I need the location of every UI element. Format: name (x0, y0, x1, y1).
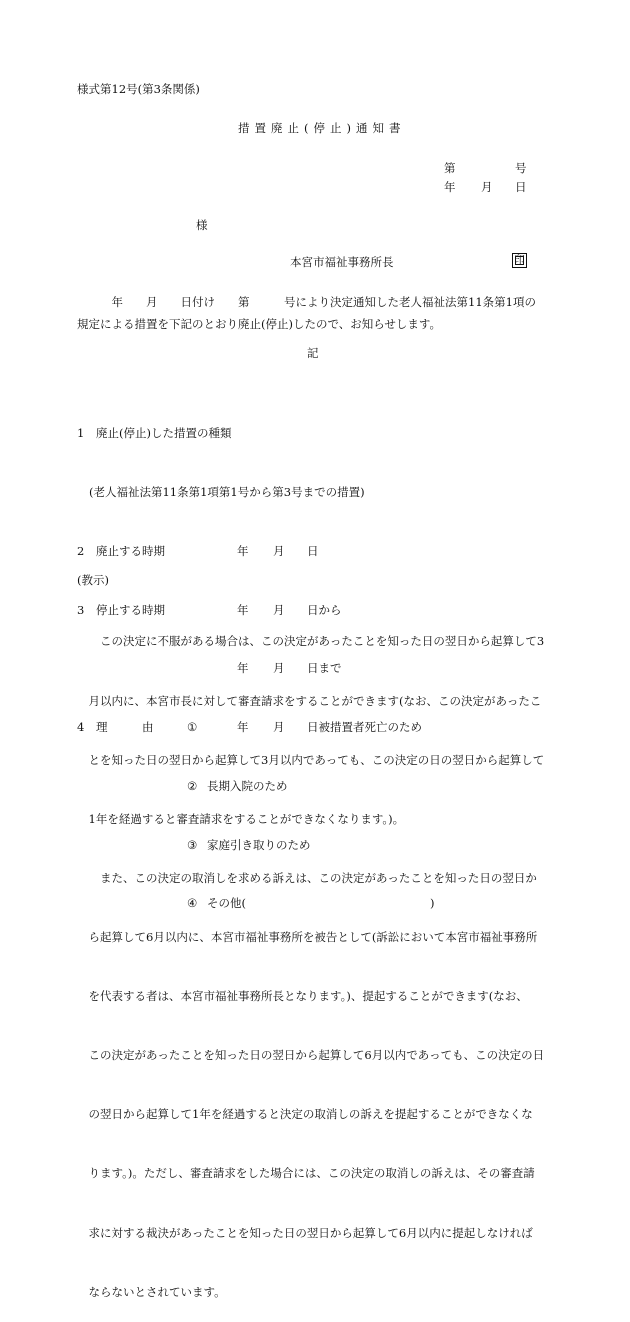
item-1 (77, 424, 232, 444)
doc-number-label: 第 (444, 161, 456, 175)
reason-mark: ① (187, 720, 198, 735)
kyoji-line: ならないとされています。 (77, 1284, 226, 1299)
intro-paragraph (77, 291, 557, 335)
item-label: 停止する時期 (96, 602, 165, 617)
item-year: 年 (237, 543, 249, 558)
reason-text: 家庭引き取りのため (207, 837, 311, 852)
item-label: 理 由 (96, 720, 154, 735)
issuer-name: 本宮市福祉事務所長 (290, 255, 394, 269)
item-month: 月 (273, 720, 285, 735)
item-label: 廃止する時期 (96, 543, 165, 558)
item-number: 4 (77, 720, 85, 735)
item-2 (77, 542, 319, 562)
intro-line-1: 年 月 日付け 第 号により決定通知した老人福祉法第11条第1項の (77, 295, 536, 309)
item-number: 3 (77, 602, 85, 617)
kyoji-line: 1年を経過すると審査請求をすることができなくなります。)。 (77, 811, 405, 826)
intro-line-2: 規定による措置を下記のとおり廃止(停止)したので、お知らせします。 (77, 317, 441, 331)
reason-text: 長期入院のため (207, 778, 288, 793)
item-label: 廃止(停止)した措置の種類 (96, 426, 232, 441)
item-day: 日被措置者死亡のため (307, 720, 422, 735)
reason-text: その他( (207, 896, 246, 911)
kyoji-line: ります。)。ただし、審査請求をした場合には、この決定の取消しの訴えは、その審査請 (77, 1166, 535, 1181)
seal-mark (512, 253, 527, 268)
kyoji-line: ら起算して6月以内に、本宮市福祉事務所を被告として(訴訟において本宮市福祉事務所 (77, 929, 538, 944)
item-year: 年 (237, 602, 249, 617)
item-month: 月 (273, 661, 285, 676)
kyoji-line: の翌日から起算して1年を経過すると決定の取消しの訴えを提起することができなくな (77, 1107, 533, 1122)
kyoji-heading: (教示) (77, 573, 109, 587)
ki-heading: 記 (307, 346, 319, 360)
form-number: 様式第12号(第3条関係) (77, 82, 200, 96)
kyoji-line: 月以内に、本宮市長に対して審査請求をすることができます(なお、この決定があったこ (77, 693, 542, 708)
item-note: (老人福祉法第11条第1項第1号から第3号までの措置) (89, 484, 365, 499)
date-year: 年 (444, 180, 456, 194)
item-day: 日まで (307, 661, 342, 676)
item-year: 年 (237, 661, 249, 676)
item-day: 日 (307, 543, 319, 558)
kyoji-line: とを知った日の翌日から起算して3月以内であっても、この決定の日の翌日から起算して (77, 752, 545, 767)
reason-mark: ④ (187, 896, 198, 911)
item-number: 1 (77, 426, 85, 441)
item-1-note (77, 483, 365, 503)
item-day: 日から (307, 602, 342, 617)
doc-number-suffix: 号 (515, 161, 527, 175)
kyoji-line: この決定があったことを知った日の翌日から起算して6月以内であっても、この決定の日 (77, 1048, 545, 1063)
item-month: 月 (273, 543, 285, 558)
addressee-suffix: 様 (196, 218, 208, 232)
reason-mark: ② (187, 778, 198, 793)
item-year: 年 (237, 720, 249, 735)
reason-mark: ③ (187, 837, 198, 852)
reason-close-paren: ) (430, 896, 435, 911)
kyoji-body (77, 593, 547, 1322)
seal-text: 印 (514, 254, 525, 267)
document-title: 措置廃止(停止)通知書 (238, 121, 406, 135)
kyoji-line: また、この決定の取消しを求める訴えは、この決定があったことを知った日の翌日か (77, 870, 537, 885)
date-month: 月 (481, 180, 493, 194)
date-day: 日 (515, 180, 527, 194)
item-month: 月 (273, 602, 285, 617)
item-number: 2 (77, 543, 85, 558)
kyoji-line: この決定に不服がある場合は、この決定があったことを知った日の翌日から起算して3 (77, 634, 545, 649)
kyoji-line: を代表する者は、本宮市福祉事務所長となります。)、提起することができます(なお、 (77, 989, 528, 1004)
kyoji-line: 求に対する裁決があったことを知った日の翌日から起算して6月以内に提起しなければ (77, 1225, 533, 1240)
